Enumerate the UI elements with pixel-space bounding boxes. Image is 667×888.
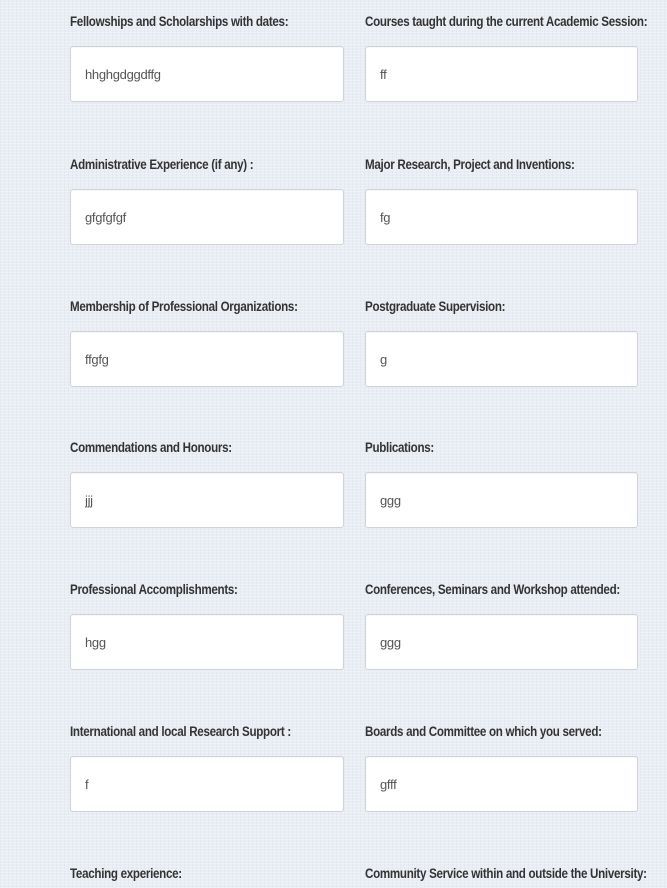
courses-taught-input[interactable]: [365, 46, 638, 102]
postgraduate-supervision-field: [365, 297, 639, 317]
postgraduate-supervision-input[interactable]: [365, 331, 638, 387]
conferences-field: [365, 580, 639, 600]
major-research-label: Major Research, Project and Inventions:: [365, 157, 575, 172]
conferences-input[interactable]: [365, 614, 638, 670]
form-row: [70, 438, 640, 568]
form-row: [70, 722, 640, 852]
fellowships-input[interactable]: [70, 46, 344, 102]
major-research-field: [365, 155, 639, 175]
publications-label: Publications:: [365, 440, 434, 455]
form-row: [70, 155, 640, 285]
publications-input[interactable]: [365, 472, 638, 528]
membership-field: [70, 297, 344, 317]
form-row: [70, 297, 640, 427]
form-row: [70, 864, 647, 888]
professional-accomplishments-label: Professional Accomplishments:: [70, 582, 238, 597]
teaching-experience-label: Teaching experience:: [70, 866, 182, 881]
professional-accomplishments-field: [70, 580, 344, 600]
research-support-input[interactable]: [70, 756, 344, 812]
research-support-field: [70, 722, 344, 742]
boards-committee-input[interactable]: [365, 756, 638, 812]
boards-committee-field: [365, 722, 639, 742]
fellowships-label: Fellowships and Scholarships with dates:: [70, 14, 289, 29]
community-service-label: Community Service within and outside the University:: [365, 866, 647, 881]
form-row: [70, 580, 640, 710]
administrative-experience-label: Administrative Experience (if any) :: [70, 157, 254, 172]
commendations-input[interactable]: [70, 472, 344, 528]
professional-accomplishments-input[interactable]: [70, 614, 344, 670]
fellowships-field: [70, 12, 344, 32]
commendations-label: Commendations and Honours:: [70, 440, 232, 455]
membership-input[interactable]: [70, 331, 344, 387]
boards-committee-label: Boards and Committee on which you served:: [365, 724, 602, 739]
membership-label: Membership of Professional Organizations:: [70, 299, 298, 314]
community-service-field: [365, 864, 647, 884]
postgraduate-supervision-label: Postgraduate Supervision:: [365, 299, 506, 314]
conferences-label: Conferences, Seminars and Workshop attended:: [365, 582, 620, 597]
publications-field: [365, 438, 639, 458]
form-row: [70, 12, 648, 142]
major-research-input[interactable]: [365, 189, 638, 245]
courses-taught-field: [365, 12, 648, 32]
courses-taught-label: Courses taught during the current Academic Session:: [365, 14, 648, 29]
research-support-label: International and local Research Support :: [70, 724, 291, 739]
administrative-experience-input[interactable]: [70, 189, 344, 245]
commendations-field: [70, 438, 344, 458]
administrative-experience-field: [70, 155, 344, 175]
teaching-experience-field: [70, 864, 344, 884]
